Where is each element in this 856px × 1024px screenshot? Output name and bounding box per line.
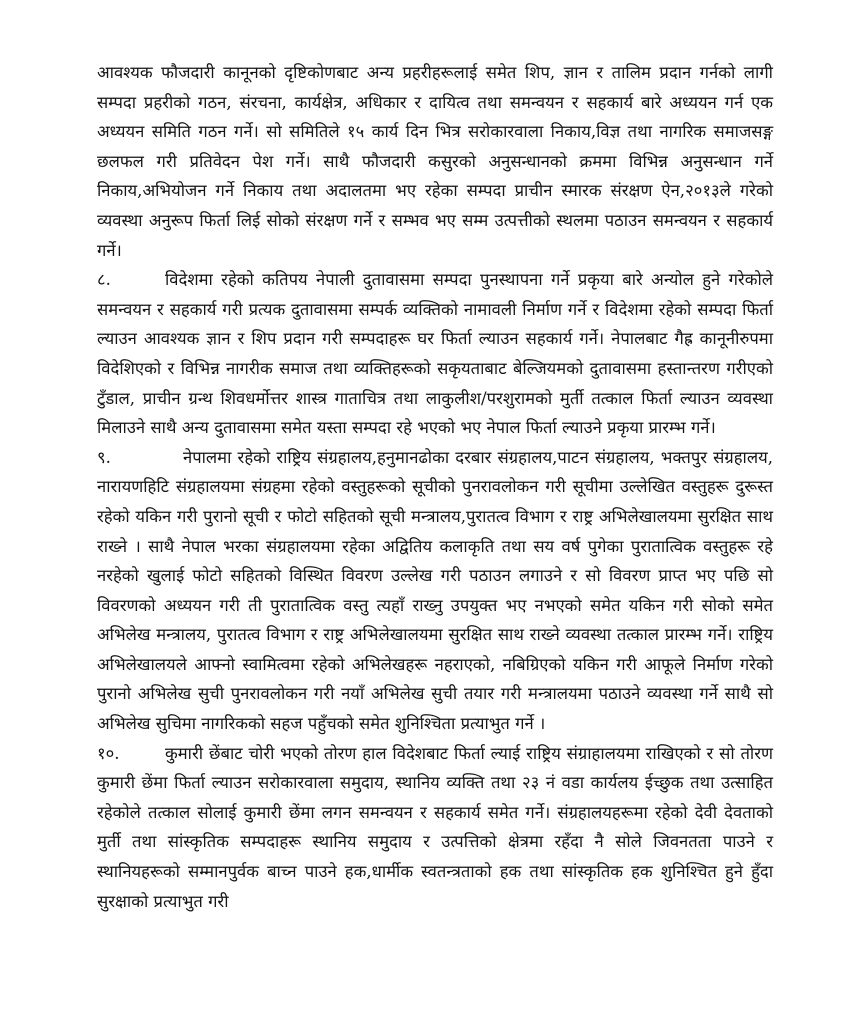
- paragraph-9: [97, 443, 773, 739]
- paragraph-text: आवश्यक फौजदारी कानूनको दृष्टिकोणबाट अन्य प्रहरीहरूलाई समेत शिप, ज्ञान र तालिम प्रदान गर्नको लागी सम्पदा प्रहरीको गठन, संरचना, कार्यक्षेत्र, अधिकार र दायित्व तथा समन्वयन र सहकार्य बारे अध्ययन गर्न एक अध्ययन समिति गठन गर्ने। सो समितिले १५ कार्य दिन भित्र सरोकारवाला निकाय,विज्ञ तथा नागरिक समाजसङ्ग छलफल गरी प्रतिवेदन पेश गर्ने। साथै फौजदारी कसुरको अनुसन्धानको क्रममा विभिन्न अनुसन्धान गर्ने निकाय,अभियोजन गर्ने निकाय तथा अदालतमा भए रहेका सम्पदा प्राचीन स्मारक संरक्षण ऐन,२०१३ले गरेको व्यवस्था अनुरूप फिर्ता लिई सोको संरक्षण गर्ने र सम्भव भए सम्म उत्पत्तीको स्थलमा पठाउन समन्वयन र सहकार्य गर्ने।: [97, 63, 773, 260]
- paragraph-number: १०.: [97, 743, 120, 763]
- paragraph-number: ८.: [97, 270, 111, 290]
- paragraph-text: विदेशमा रहेको कतिपय नेपाली दुतावासमा सम्पदा पुनस्थापना गर्ने प्रकृया बारे अन्योल हुने गरेकोले समन्वयन र सहकार्य गरी प्रत्यक दुतावासमा सम्पर्क व्यक्तिको नामावली निर्माण गर्ने र विदेशमा रहेको सम्पदा फिर्ता ल्याउन आवश्यक ज्ञान र शिप प्रदान गरी सम्पदाहरू घर फिर्ता ल्याउन सहकार्य गर्ने। नेपालबाट गैह्र कानूनीरुपमा विदेशिएको र विभिन्न नागरीक समाज तथा व्यक्तिहरूको सकृयताबाट बेल्जियमको दुतावासमा हस्तान्तरण गरीएको टुँडाल, प्राचीन ग्रन्थ शिवधर्मोत्तर शास्त्र गाताचित्र तथा लाकुलीश/परशुरामको मुर्ती तत्काल फिर्ता ल्याउन व्यवस्था मिलाउने साथै अन्य दुतावासमा समेत यस्ता सम्पदा रहे भएको भए नेपाल फिर्ता ल्याउने प्रकृया प्रारम्भ गर्ने।: [97, 270, 773, 438]
- paragraph-text: कुमारी छेंबाट चोरी भएको तोरण हाल विदेशबाट फिर्ता ल्याई राष्ट्रिय संग्राहालयमा राखिएको र सो तोरण कुमारी छेंमा फिर्ता ल्याउन सरोकारवाला समुदाय, स्थानिय व्यक्ति तथा २३ नं वडा कार्यलय ईच्छुक तथा उत्साहित रहेकोले तत्काल सोलाई कुमारी छेंमा लगन समन्वयन र सहकार्य समेत गर्ने। संग्रहालयहरूमा रहेको देवी देवताको मुर्ती तथा सांस्कृतिक सम्पदाहरू स्थानिय समुदाय र उत्पत्तिको क्षेत्रमा रहँदा नै सोले जिवनतता पाउने र स्थानियहरूको सम्मानपुर्वक बाच्न पाउने हक,धार्मीक स्वतन्त्रताको हक तथा सांस्कृतिक हक शुनिश्चित हुने हुँदा सुरक्षाको प्रत्याभुत गरी: [97, 743, 773, 911]
- paragraph-continued: [97, 58, 773, 265]
- paragraph-number: ९.: [97, 447, 111, 467]
- paragraph-text: नेपालमा रहेको राष्ट्रिय संग्रहालय,हनुमानढोका दरबार संग्रहालय,पाटन संग्रहालय, भक्तपुर संग्रहालय, नारायणहिटि संग्रहालयमा संग्रहमा रहेको वस्तुहरूको सूचीको पुनरावलोकन गरी सूचीमा उल्लेखित वस्तुहरू दुरूस्त रहेको यकिन गरी पुरानो सूची र फोटो सहितको सूची मन्त्रालय,पुरातत्व विभाग र राष्ट्र अभिलेखालयमा सुरक्षित साथ राख्ने । साथै नेपाल भरका संग्रहालयमा रहेका अद्वितिय कलाकृति तथा सय वर्ष पुगेका पुरातात्विक वस्तुहरू रहे नरहेको खुलाई फोटो सहितको विस्थित विवरण उल्लेख गरी पठाउन लगाउने र सो विवरण प्राप्त भए पछि सो विवरणको अध्ययन गरी ती पुरातात्विक वस्तु त्यहाँ राख्नु उपयुक्त भए नभएको समेत यकिन गरी सोको समेत अभिलेख मन्त्रालय, पुरातत्व विभाग र राष्ट्र अभिलेखालयमा सुरक्षित साथ राख्ने व्यवस्था तत्काल प्रारम्भ गर्ने। राष्ट्रिय अभिलेखालयले आफ्नो स्वामित्वमा रहेको अभिलेखहरू नहराएको, नबिग्रिएको यकिन गरी आफूले निर्माण गरेको पुरानो अभिलेख सुची पुनरावलोकन गरी नयाँ अभिलेख सुची तयार गरी मन्त्रालयमा पठाउने व्यवस्था गर्ने साथै सो अभिलेख सुचिमा नागरिकको सहज पहुँचको समेत शुनिश्चिता प्रत्याभुत गर्ने ।: [97, 447, 773, 734]
- document-body: [97, 58, 773, 916]
- paragraph-8: [97, 265, 773, 443]
- paragraph-10: [97, 739, 773, 917]
